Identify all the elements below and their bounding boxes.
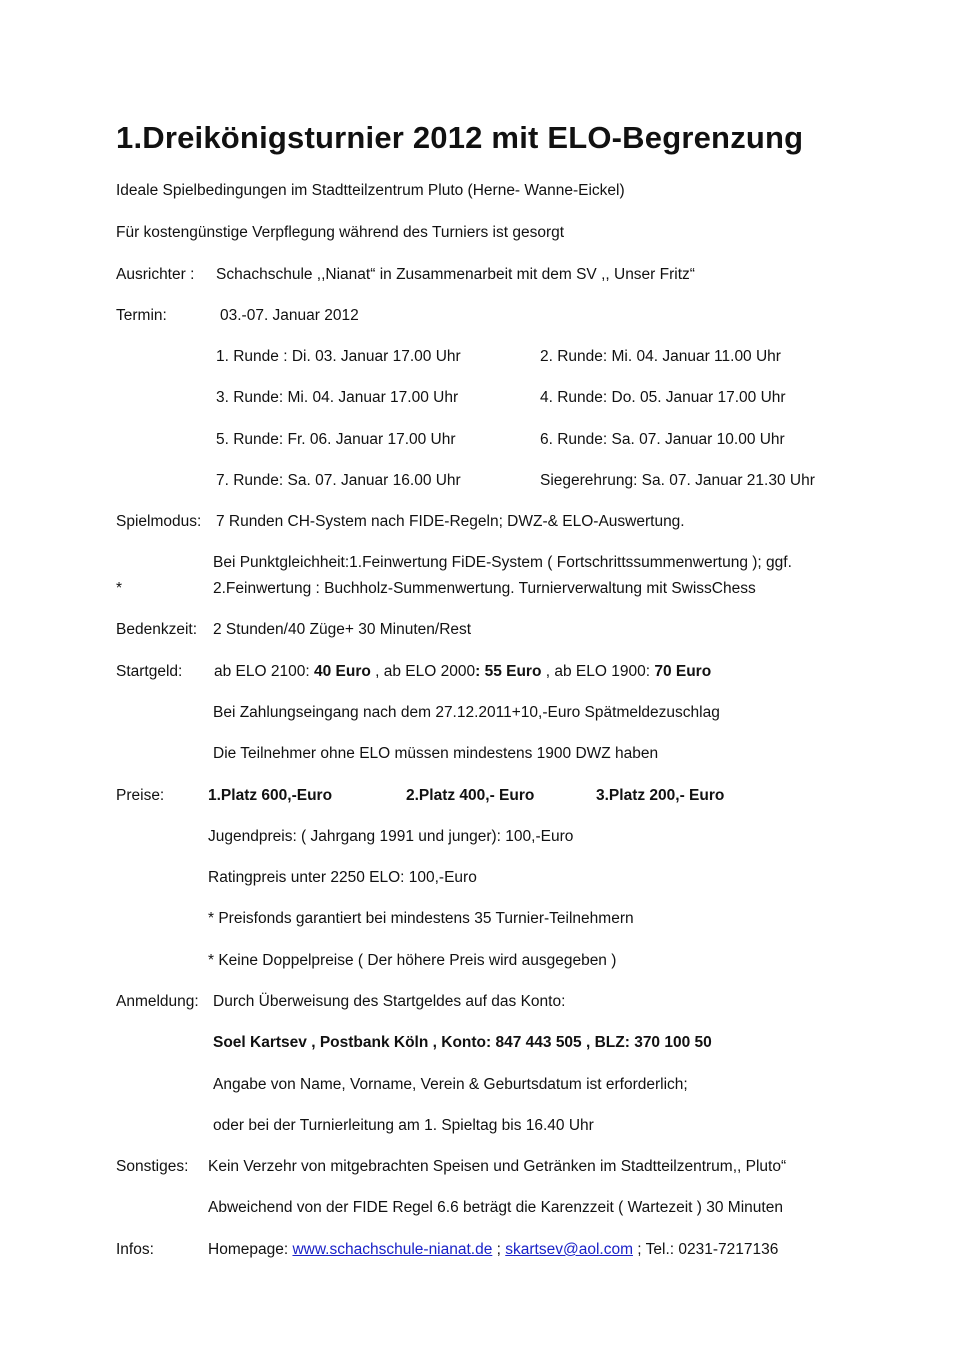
sonstiges-label: Sonstiges: bbox=[116, 1158, 189, 1175]
homepage-link[interactable]: www.schachschule-nianat.de bbox=[292, 1241, 493, 1258]
round-3: 3. Runde: Mi. 04. Januar 17.00 Uhr bbox=[216, 389, 459, 406]
ausrichter-label: Ausrichter : bbox=[116, 266, 195, 283]
startgeld-line-1 bbox=[214, 664, 711, 680]
startgeld-line-3: Die Teilnehmer ohne ELO müssen mindestens 1900 DWZ haben bbox=[213, 745, 659, 762]
startgeld-line-2: Bei Zahlungseingang nach dem 27.12.2011+10,-Euro Spätmeldezuschlag bbox=[213, 704, 720, 721]
termin-label: Termin: bbox=[116, 307, 167, 324]
spielmodus-star: * bbox=[116, 580, 123, 597]
youth-prize: Jugendpreis: ( Jahrgang 1991 und junger): 100,-Euro bbox=[208, 828, 574, 845]
phone-text: ; Tel.: 0231-7217136 bbox=[632, 1241, 779, 1258]
round-6: 6. Runde: Sa. 07. Januar 10.00 Uhr bbox=[540, 431, 785, 448]
prize-1: 1.Platz 600,-Euro bbox=[208, 787, 333, 804]
termin-value: 03.-07. Januar 2012 bbox=[220, 307, 359, 324]
document-title: 1.Dreikönigsturnier 2012 mit ELO-Begrenzung bbox=[116, 120, 804, 155]
infos-label: Infos: bbox=[116, 1241, 154, 1258]
round-7: 7. Runde: Sa. 07. Januar 16.00 Uhr bbox=[216, 472, 461, 489]
startgeld-label: Startgeld: bbox=[116, 663, 183, 680]
spielmodus-line-1: 7 Runden CH-System nach FIDE-Regeln; DWZ-& ELO-Auswertung. bbox=[216, 513, 685, 530]
anmeldung-line-4: oder bei der Turnierleitung am 1. Spieltag bis 16.40 Uhr bbox=[213, 1117, 594, 1134]
startgeld-amount-3: 70 Euro bbox=[654, 663, 712, 680]
round-5: 5. Runde: Fr. 06. Januar 17.00 Uhr bbox=[216, 431, 456, 448]
anmeldung-line-3: Angabe von Name, Vorname, Verein & Geburtsdatum ist erforderlich; bbox=[213, 1076, 688, 1093]
bedenkzeit-value: 2 Stunden/40 Züge+ 30 Minuten/Rest bbox=[213, 621, 472, 638]
round-2: 2. Runde: Mi. 04. Januar 11.00 Uhr bbox=[540, 348, 781, 365]
prize-note-2: * Keine Doppelpreise ( Der höhere Preis wird ausgegeben ) bbox=[208, 952, 617, 969]
bedenkzeit-label: Bedenkzeit: bbox=[116, 621, 197, 638]
sonstiges-line-1: Kein Verzehr von mitgebrachten Speisen und Getränken im Stadtteilzentrum,, Pluto“ bbox=[208, 1158, 787, 1175]
prize-3: 3.Platz 200,- Euro bbox=[596, 787, 725, 804]
sonstiges-line-2: Abweichend von der FIDE Regel 6.6 beträgt die Karenzzeit ( Wartezeit ) 30 Minuten bbox=[208, 1199, 783, 1216]
startgeld-tier-1: ab ELO 2100: bbox=[214, 663, 314, 680]
startgeld-tier-3: , ab ELO 1900: bbox=[541, 663, 655, 680]
startgeld-amount-1: 40 Euro bbox=[313, 663, 371, 680]
prize-note-1: * Preisfonds garantiert bei mindestens 35 Turnier-Teilnehmern bbox=[208, 910, 634, 927]
award-ceremony: Siegerehrung: Sa. 07. Januar 21.30 Uhr bbox=[540, 472, 815, 489]
anmeldung-line-1: Durch Überweisung des Startgeldes auf das Konto: bbox=[213, 993, 566, 1010]
ausrichter-value: Schachschule ,,Nianat“ in Zusammenarbeit mit dem SV ,, Unser Fritz“ bbox=[216, 266, 695, 283]
intro-line-venue: Ideale Spielbedingungen im Stadtteilzentrum Pluto (Herne- Wanne-Eickel) bbox=[116, 182, 625, 199]
round-1: 1. Runde : Di. 03. Januar 17.00 Uhr bbox=[216, 348, 461, 365]
email-link[interactable]: skartsev@aol.com bbox=[505, 1241, 633, 1258]
bank-details: Soel Kartsev , Postbank Köln , Konto: 847 443 505 , BLZ: 370 100 50 bbox=[213, 1034, 712, 1051]
preise-label: Preise: bbox=[116, 787, 165, 804]
round-4: 4. Runde: Do. 05. Januar 17.00 Uhr bbox=[540, 389, 786, 406]
startgeld-amount-2: : 55 Euro bbox=[475, 663, 542, 680]
rating-prize: Ratingpreis unter 2250 ELO: 100,-Euro bbox=[208, 869, 477, 886]
prize-2: 2.Platz 400,- Euro bbox=[406, 787, 535, 804]
spielmodus-line-2: Bei Punktgleichheit:1.Feinwertung FiDE-System ( Fortschrittssummenwertung ); ggf. bbox=[213, 554, 792, 571]
intro-line-catering: Für kostengünstige Verpflegung während des Turniers ist gesorgt bbox=[116, 224, 565, 241]
infos-line bbox=[208, 1242, 778, 1258]
infos-separator: ; bbox=[492, 1241, 506, 1258]
spielmodus-label: Spielmodus: bbox=[116, 513, 202, 530]
startgeld-tier-2: , ab ELO 2000 bbox=[370, 663, 476, 680]
homepage-prefix: Homepage: bbox=[208, 1241, 293, 1258]
anmeldung-label: Anmeldung: bbox=[116, 993, 199, 1010]
spielmodus-line-3: 2.Feinwertung : Buchholz-Summenwertung. Turnierverwaltung mit SwissChess bbox=[213, 580, 756, 597]
